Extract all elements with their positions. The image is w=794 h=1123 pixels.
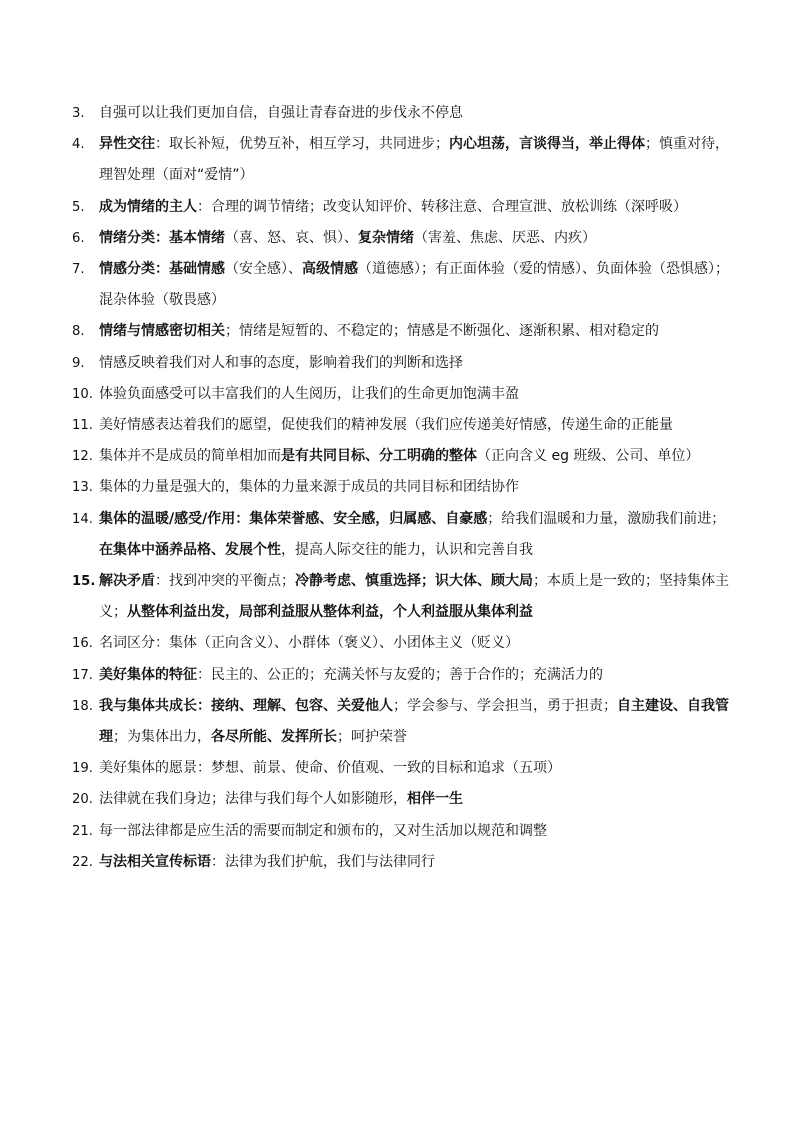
bold-text-segment: 与法相关宣传标语 bbox=[99, 853, 211, 870]
bold-text-segment: 成为情绪的主人 bbox=[99, 198, 197, 215]
item-number: 21. bbox=[72, 823, 93, 839]
text-segment: ；慎重对待，理智处理（面对“爱情”） bbox=[99, 136, 729, 184]
text-segment: ：合理的调节情绪；改变认知评价、转移注意、合理宣泄、放松训练（深呼吸） bbox=[197, 198, 687, 215]
item-number: 18. bbox=[72, 698, 93, 714]
list-item bbox=[72, 847, 732, 878]
item-text bbox=[99, 566, 732, 628]
item-text bbox=[99, 98, 732, 129]
item-text bbox=[99, 192, 732, 223]
item-number: 11. bbox=[72, 418, 93, 434]
bold-text-segment: 冷静考虑、慎重选择；识大体、顾大局 bbox=[295, 573, 533, 590]
text-segment: ；给我们温暖和力量，激励我们前进； bbox=[487, 510, 726, 527]
bold-text-segment: 情绪分类：基本情绪 bbox=[99, 229, 225, 246]
text-segment: 美好情感表达着我们的愿望，促使我们的精神发展（我们应传递美好情感，传递生命的正能量 bbox=[99, 417, 673, 434]
item-text bbox=[99, 316, 732, 347]
bold-text-segment: 是有共同目标、分工明确的整体 bbox=[281, 448, 477, 465]
bold-text-segment: 各尽所能、发挥所长 bbox=[211, 729, 337, 746]
list-item bbox=[72, 441, 732, 472]
list-item bbox=[72, 192, 732, 223]
list-item bbox=[72, 816, 732, 847]
text-segment: （正向含义 eg 班级、公司、单位） bbox=[477, 448, 700, 465]
bold-text-segment: 情感分类：基础情感 bbox=[99, 261, 225, 278]
text-segment: （害羞、焦虑、厌恶、内疚） bbox=[414, 229, 596, 246]
item-text bbox=[99, 254, 732, 316]
text-segment: 法律就在我们身边；法律与我们每个人如影随形， bbox=[99, 791, 407, 808]
bold-text-segment: 自主建设、自我管理 bbox=[99, 697, 729, 746]
text-segment: 每一部法律都是应生活的需要而制定和颁布的，又对生活加以规范和调整 bbox=[99, 822, 547, 839]
item-text bbox=[99, 129, 732, 191]
item-number: 15. bbox=[72, 574, 96, 590]
item-text bbox=[99, 348, 732, 379]
text-segment: （安全感）、 bbox=[225, 261, 302, 278]
list-item bbox=[72, 691, 732, 753]
text-segment: ；本质上是一致的；坚持集体主义； bbox=[99, 573, 729, 621]
item-number: 4. bbox=[72, 137, 85, 153]
item-text bbox=[99, 628, 732, 659]
text-segment: 名词区分：集体（正向含义）、小群体（褒义）、小团体主义（贬义） bbox=[99, 635, 519, 652]
item-text bbox=[99, 660, 732, 691]
item-number: 7. bbox=[72, 262, 85, 278]
item-text bbox=[99, 847, 732, 878]
item-text bbox=[99, 816, 732, 847]
bold-text-segment: 高级情感 bbox=[302, 261, 358, 278]
item-number: 19. bbox=[72, 761, 93, 777]
text-segment: ；学会参与、学会担当，勇于担责； bbox=[393, 697, 617, 714]
list-item bbox=[72, 472, 732, 503]
item-text bbox=[99, 472, 732, 503]
text-segment: （道德感）；有正面体验（爱的情感）、负面体验（恐惧感）；混杂体验（敬畏感） bbox=[99, 261, 729, 309]
bold-text-segment: 从整体利益出发，局部利益服从整体利益，个人利益服从集体利益 bbox=[127, 604, 533, 621]
item-number: 9. bbox=[72, 355, 85, 371]
item-text bbox=[99, 379, 732, 410]
bold-text-segment: 我与集体共成长：接纳、理解、包容、关爱他人 bbox=[99, 697, 393, 714]
list-item bbox=[72, 628, 732, 659]
item-number: 13. bbox=[72, 480, 93, 496]
text-segment: 集体的力量是强大的，集体的力量来源于成员的共同目标和团结协作 bbox=[99, 479, 519, 496]
bold-text-segment: 解决矛盾 bbox=[99, 573, 155, 590]
text-segment: ：民主的、公正的；充满关怀与友爱的；善于合作的；充满活力的 bbox=[197, 666, 603, 683]
text-segment: 集体并不是成员的简单相加而 bbox=[99, 448, 281, 465]
bold-text-segment: 情绪与情感密切相关 bbox=[99, 323, 225, 340]
text-segment: 美好集体的愿景：梦想、前景、使命、价值观、一致的目标和追求（五项） bbox=[99, 760, 561, 777]
item-number: 10. bbox=[72, 386, 93, 402]
item-number: 20. bbox=[72, 792, 93, 808]
list-item bbox=[72, 379, 732, 410]
bold-text-segment: 美好集体的特征 bbox=[99, 666, 197, 683]
item-number: 12. bbox=[72, 449, 93, 465]
text-segment: ；情绪是短暂的、不稳定的；情感是不断强化、逐渐积累、相对稳定的 bbox=[225, 323, 659, 340]
item-number: 16. bbox=[72, 636, 93, 652]
numbered-list bbox=[72, 98, 732, 878]
text-segment: ：法律为我们护航，我们与法律同行 bbox=[211, 853, 435, 870]
list-item bbox=[72, 223, 732, 254]
item-number: 14. bbox=[72, 511, 93, 527]
list-item bbox=[72, 129, 732, 191]
text-segment: ；呵护荣誉 bbox=[337, 729, 407, 746]
bold-text-segment: 集体的温暖/感受/作用：集体荣誉感、安全感，归属感、自豪感 bbox=[99, 510, 488, 527]
text-segment: 体验负面感受可以丰富我们的人生阅历，让我们的生命更加饱满丰盈 bbox=[99, 385, 519, 402]
bold-text-segment: 复杂情绪 bbox=[358, 229, 414, 246]
text-segment: ：取长补短，优势互补，相互学习，共同进步； bbox=[155, 136, 449, 153]
list-item bbox=[72, 316, 732, 347]
text-segment: ；为集体出力， bbox=[113, 729, 211, 746]
text-segment: 情感反映着我们对人和事的态度，影响着我们的判断和选择 bbox=[99, 354, 463, 371]
item-text bbox=[99, 441, 732, 472]
item-number: 6. bbox=[72, 230, 85, 246]
list-item bbox=[72, 753, 732, 784]
item-number: 22. bbox=[72, 854, 93, 870]
item-text bbox=[99, 784, 732, 815]
list-item bbox=[72, 784, 732, 815]
text-segment: ，提高人际交往的能力，认识和完善自我 bbox=[281, 541, 533, 558]
list-item bbox=[72, 254, 732, 316]
list-item bbox=[72, 348, 732, 379]
bold-text-segment: 异性交往 bbox=[99, 136, 155, 153]
text-segment: （喜、怒、哀、惧）、 bbox=[225, 229, 358, 246]
bold-text-segment: 在集体中涵养品格、发展个性 bbox=[99, 541, 281, 558]
item-text bbox=[99, 223, 732, 254]
item-number: 5. bbox=[72, 199, 85, 215]
list-item bbox=[72, 98, 732, 129]
item-text bbox=[99, 691, 732, 753]
bold-text-segment: 相伴一生 bbox=[407, 791, 463, 808]
list-item bbox=[72, 566, 732, 628]
item-text bbox=[99, 753, 732, 784]
item-text bbox=[99, 504, 732, 566]
item-number: 17. bbox=[72, 667, 93, 683]
text-segment: ：找到冲突的平衡点； bbox=[155, 573, 295, 590]
list-item bbox=[72, 410, 732, 441]
bold-text-segment: 内心坦荡，言谈得当，举止得体 bbox=[449, 136, 645, 153]
item-number: 8. bbox=[72, 324, 85, 340]
item-text bbox=[99, 410, 732, 441]
list-item bbox=[72, 660, 732, 691]
text-segment: 自强可以让我们更加自信，自强让青春奋进的步伐永不停息 bbox=[99, 105, 463, 121]
list-item bbox=[72, 504, 732, 566]
item-number: 3. bbox=[72, 106, 85, 121]
